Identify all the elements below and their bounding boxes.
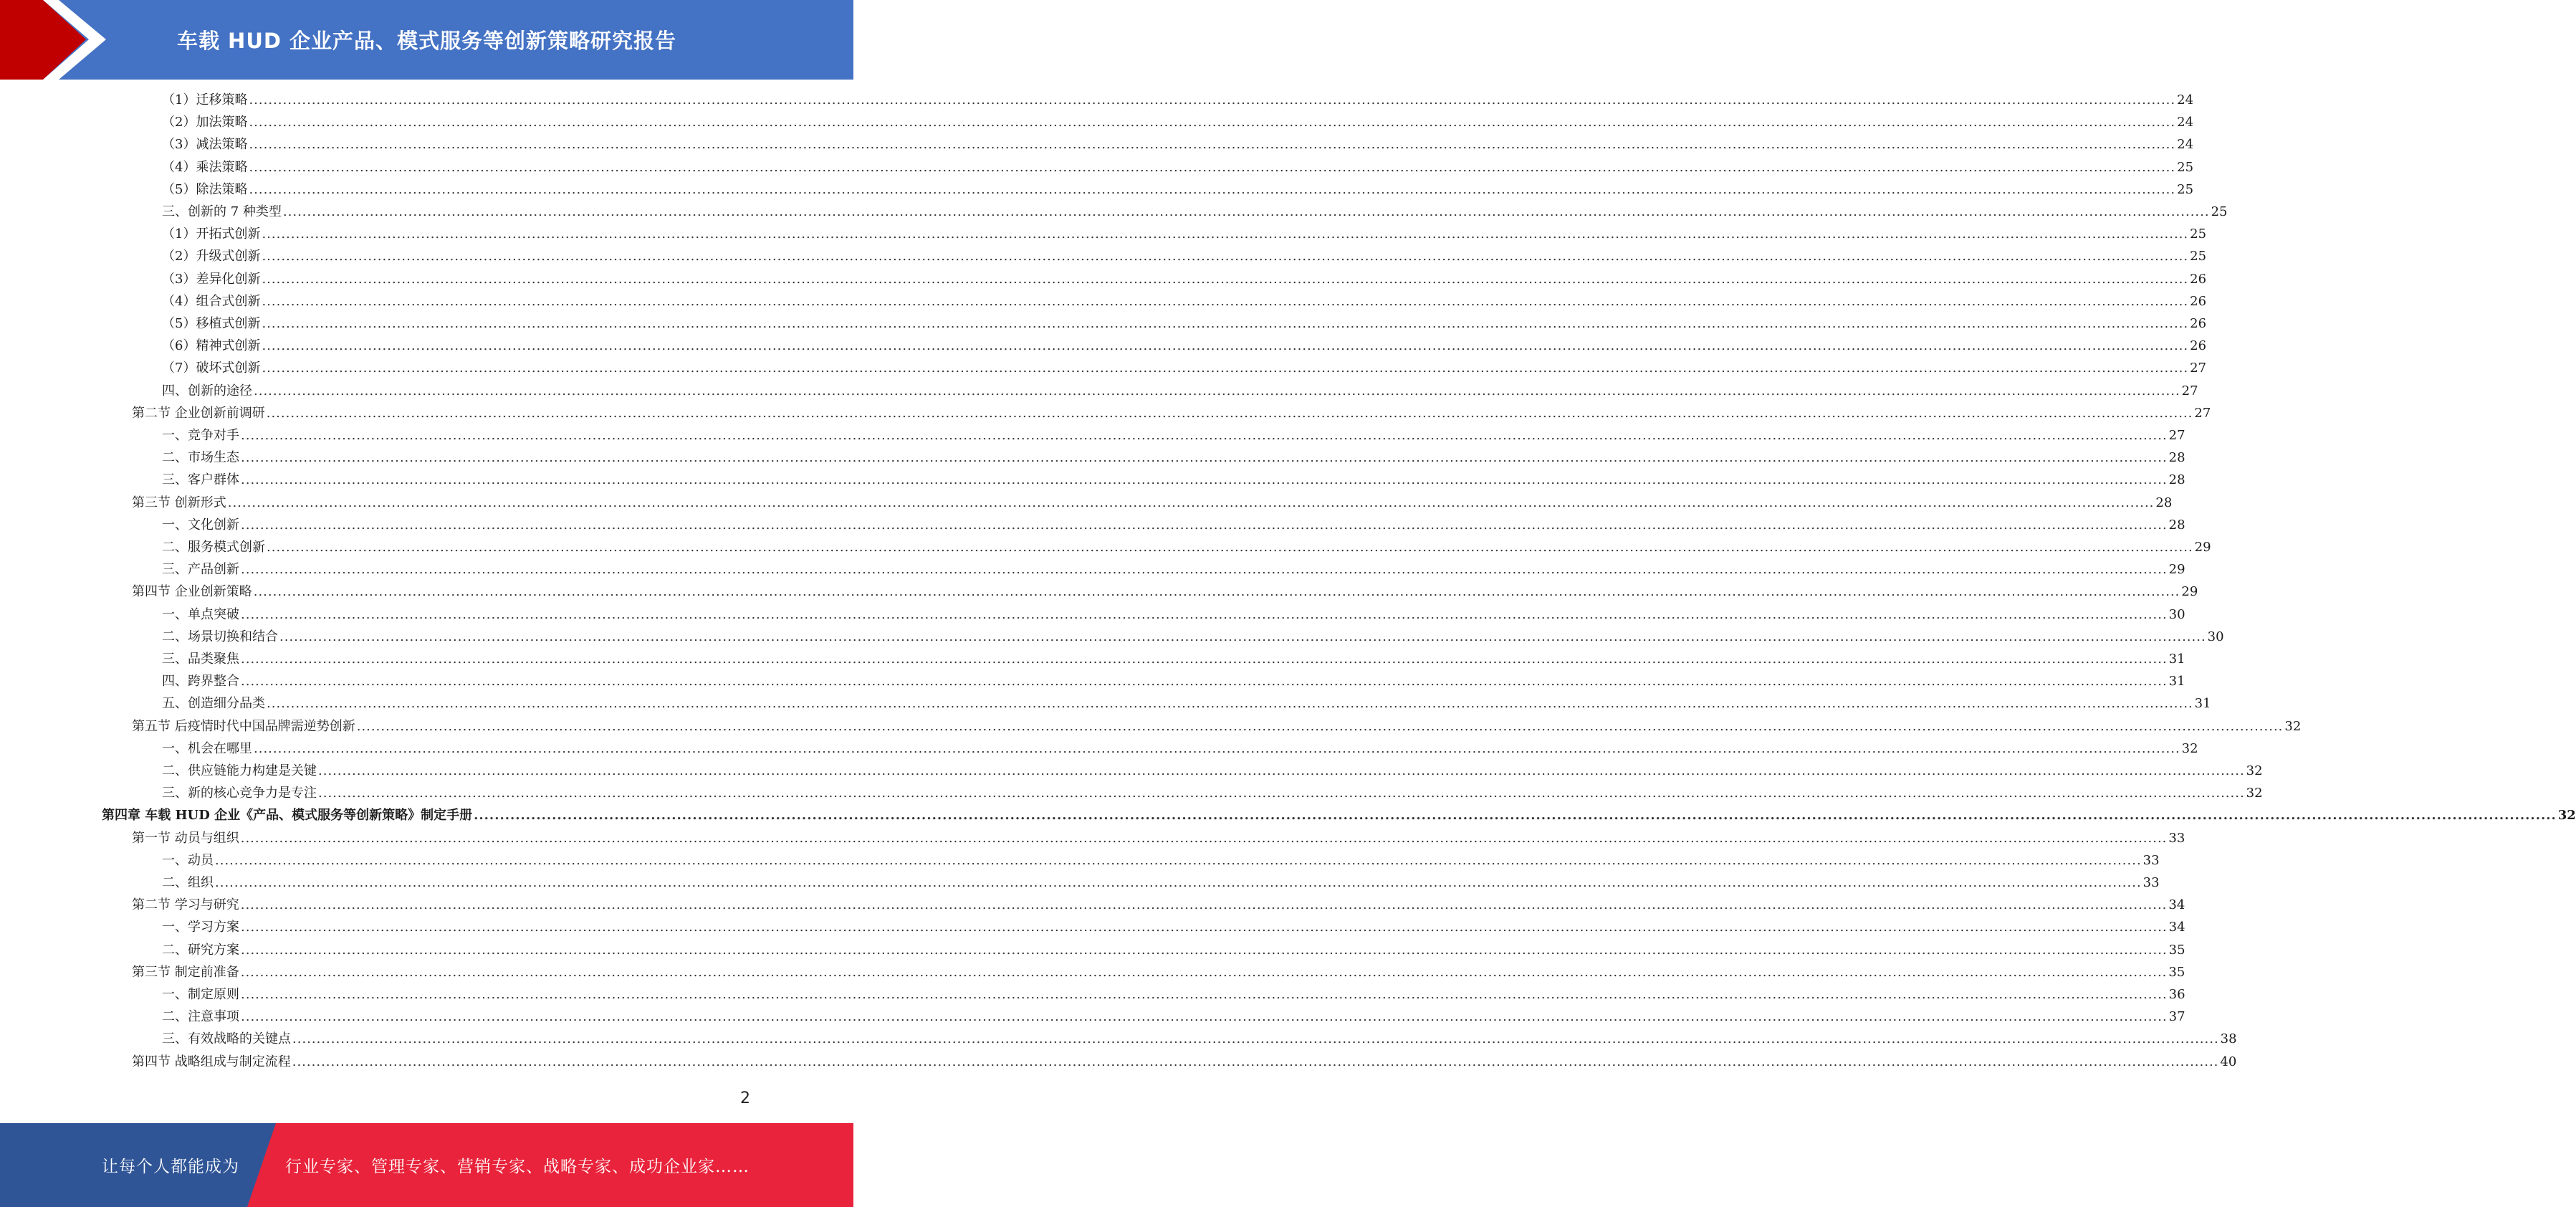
toc-entry-page: 37 [2168, 1009, 2185, 1025]
toc-entry[interactable] [162, 874, 2160, 891]
toc-entry-title: 二、市场生态 [162, 450, 239, 466]
toc-entry[interactable] [162, 270, 2207, 287]
toc-entry[interactable] [162, 516, 2185, 533]
toc-leader-dots: ................................................................................................................................................................................................................................................................................................................................................................................................................ [292, 1054, 2219, 1069]
toc-entry-page: 33 [2142, 875, 2160, 890]
toc-leader-dots: ................................................................................................................................................................................................................................................................................................................................................................................................................ [267, 540, 2193, 555]
toc-entry-page: 25 [2190, 226, 2207, 242]
toc-entry-page: 33 [2168, 830, 2185, 846]
page-header [0, 0, 853, 80]
toc-entry-title: 三、品类聚焦 [162, 652, 239, 667]
toc-entry[interactable] [132, 583, 2198, 600]
toc-entry-page: 32 [2181, 740, 2198, 756]
toc-entry-title: 三、新的核心竞争力是专注 [162, 786, 317, 801]
toc-entry[interactable] [162, 449, 2185, 466]
toc-leader-dots: ................................................................................................................................................................................................................................................................................................................................................................................................................ [227, 495, 2155, 510]
toc-entry[interactable] [132, 717, 2302, 735]
toc-entry[interactable] [162, 628, 2224, 645]
toc-entry-title: 二、服务模式创新 [162, 540, 265, 555]
toc-entry-title: 第四节 企业创新策略 [132, 584, 252, 600]
page-number: 2 [740, 1089, 750, 1107]
header-chevron-decoration [0, 0, 107, 80]
toc-entry[interactable] [162, 784, 2263, 801]
toc-leader-dots: ................................................................................................................................................................................................................................................................................................................................................................................................................ [249, 181, 2176, 197]
toc-leader-dots: ................................................................................................................................................................................................................................................................................................................................................................................................................ [241, 942, 2168, 958]
toc-leader-dots: ................................................................................................................................................................................................................................................................................................................................................................................................................ [253, 584, 2180, 600]
toc-entry-title: （3）差异化创新 [162, 271, 261, 287]
toc-entry-page: 28 [2168, 517, 2185, 533]
toc-entry[interactable] [162, 292, 2207, 310]
toc-leader-dots: ................................................................................................................................................................................................................................................................................................................................................................................................................ [249, 115, 2176, 130]
toc-entry-page: 29 [2168, 562, 2185, 578]
toc-entry-title: （7）破坏式创新 [162, 361, 261, 376]
toc-entry-title: 第五节 后疫情时代中国品牌需逆势创新 [132, 718, 355, 734]
toc-entry[interactable] [102, 806, 2576, 824]
toc-entry-page: 29 [2194, 540, 2211, 555]
toc-entry-title: 二、研究方案 [162, 942, 239, 958]
toc-leader-dots: ................................................................................................................................................................................................................................................................................................................................................................................................................ [318, 786, 2245, 801]
toc-entry[interactable] [132, 896, 2185, 913]
toc-entry-page: 25 [2177, 181, 2194, 197]
toc-entry-title: 第四章 车载 HUD 企业《产品、模式服务等创新策略》制定手册 [102, 808, 473, 824]
toc-entry[interactable] [162, 135, 2194, 153]
toc-leader-dots: ................................................................................................................................................................................................................................................................................................................................................................................................................ [266, 405, 2193, 421]
toc-leader-dots: ................................................................................................................................................................................................................................................................................................................................................................................................................ [241, 652, 2168, 667]
toc-entry[interactable] [132, 494, 2173, 511]
toc-entry[interactable] [162, 315, 2207, 332]
toc-entry[interactable] [162, 672, 2185, 690]
toc-entry-title: 一、竞争对手 [162, 428, 239, 443]
toc-entry-title: 一、机会在哪里 [162, 740, 252, 756]
toc-entry[interactable] [162, 337, 2207, 354]
toc-entry-page: 31 [2168, 674, 2185, 690]
toc-entry[interactable] [162, 918, 2185, 935]
toc-leader-dots: ................................................................................................................................................................................................................................................................................................................................................................................................................ [215, 875, 2142, 890]
toc-entry-title: （5）除法策略 [162, 181, 248, 197]
toc-entry-page: 38 [2220, 1031, 2237, 1047]
toc-entry-page: 32 [2284, 718, 2302, 734]
toc-entry-page: 29 [2181, 584, 2198, 600]
footer-slogan-left: 让每个人都能成为 [102, 1158, 239, 1176]
toc-entry-title: 第二节 学习与研究 [132, 897, 239, 913]
toc-leader-dots: ................................................................................................................................................................................................................................................................................................................................................................................................................ [262, 316, 2189, 331]
toc-entry-page: 25 [2211, 204, 2228, 219]
toc-entry-page: 24 [2177, 115, 2194, 130]
toc-entry-title: （6）精神式创新 [162, 338, 261, 354]
toc-entry[interactable] [162, 762, 2263, 779]
toc-entry-page: 36 [2168, 987, 2185, 1002]
toc-entry[interactable] [132, 1053, 2237, 1070]
toc-entry-page: 25 [2177, 159, 2194, 175]
toc-entry[interactable] [162, 606, 2185, 623]
toc-leader-dots: ................................................................................................................................................................................................................................................................................................................................................................................................................ [249, 92, 2176, 108]
toc-entry[interactable] [162, 986, 2185, 1003]
toc-entry-page: 26 [2190, 338, 2207, 354]
toc-leader-dots: ................................................................................................................................................................................................................................................................................................................................................................................................................ [262, 249, 2189, 264]
toc-entry-title: 一、文化创新 [162, 517, 239, 533]
toc-entry-page: 34 [2168, 920, 2185, 935]
toc-entry-page: 32 [2246, 786, 2263, 801]
toc-entry-page: 25 [2190, 249, 2207, 264]
toc-entry-title: 四、跨界整合 [162, 674, 239, 690]
toc-leader-dots: ................................................................................................................................................................................................................................................................................................................................................................................................................ [262, 293, 2189, 309]
toc-leader-dots: ................................................................................................................................................................................................................................................................................................................................................................................................................ [241, 920, 2168, 935]
toc-leader-dots: ................................................................................................................................................................................................................................................................................................................................................................................................................ [240, 830, 2168, 846]
toc-entry-title: 一、制定原则 [162, 987, 239, 1002]
toc-leader-dots: ................................................................................................................................................................................................................................................................................................................................................................................................................ [254, 740, 2180, 756]
toc-leader-dots: ................................................................................................................................................................................................................................................................................................................................................................................................................ [262, 361, 2189, 376]
toc-entry-page: 28 [2155, 495, 2173, 510]
toc-entry-title: 第一节 动员与组织 [132, 830, 239, 846]
toc-leader-dots: ................................................................................................................................................................................................................................................................................................................................................................................................................ [474, 808, 2557, 824]
toc-leader-dots: ................................................................................................................................................................................................................................................................................................................................................................................................................ [215, 852, 2142, 868]
toc-leader-dots: ................................................................................................................................................................................................................................................................................................................................................................................................................ [267, 696, 2193, 712]
toc-entry-page: 26 [2190, 316, 2207, 331]
toc-entry[interactable] [162, 203, 2228, 220]
toc-entry[interactable] [162, 538, 2211, 555]
toc-entry[interactable] [132, 404, 2211, 421]
toc-leader-dots: ................................................................................................................................................................................................................................................................................................................................................................................................................ [262, 338, 2189, 354]
toc-entry-page: 35 [2168, 942, 2185, 958]
toc-leader-dots: ................................................................................................................................................................................................................................................................................................................................................................................................................ [279, 629, 2206, 644]
toc-entry[interactable] [162, 560, 2185, 578]
toc-leader-dots: ................................................................................................................................................................................................................................................................................................................................................................................................................ [262, 271, 2189, 287]
toc-entry-page: 33 [2142, 852, 2160, 868]
toc-entry-title: 一、学习方案 [162, 920, 239, 935]
toc-entry[interactable] [162, 941, 2185, 958]
toc-entry-title: 三、客户群体 [162, 472, 239, 488]
toc-entry-title: 三、有效战略的关键点 [162, 1031, 291, 1047]
toc-entry[interactable] [162, 113, 2194, 130]
toc-entry-page: 31 [2194, 696, 2211, 712]
page-footer [0, 1123, 853, 1207]
toc-entry[interactable] [162, 740, 2198, 757]
footer-slogan-right: 行业专家、管理专家、营销专家、战略专家、成功企业家…… [285, 1158, 750, 1176]
toc-entry-title: （4）组合式创新 [162, 293, 261, 309]
toc-entry-title: 二、注意事项 [162, 1009, 239, 1025]
toc-entry-title: 第三节 制定前准备 [132, 964, 239, 980]
toc-leader-dots: ................................................................................................................................................................................................................................................................................................................................................................................................................ [241, 450, 2168, 466]
toc-entry-page: 34 [2168, 897, 2185, 913]
toc-entry[interactable] [162, 91, 2194, 108]
toc-entry-page: 27 [2168, 428, 2185, 443]
toc-entry[interactable] [162, 359, 2207, 376]
toc-entry[interactable] [162, 650, 2185, 667]
toc-entry-title: 第二节 企业创新前调研 [132, 405, 265, 421]
toc-leader-dots: ................................................................................................................................................................................................................................................................................................................................................................................................................ [241, 428, 2168, 443]
toc-entry-page: 27 [2181, 383, 2198, 399]
toc-entry-page: 40 [2220, 1054, 2237, 1069]
toc-entry-page: 28 [2168, 450, 2185, 466]
toc-leader-dots: ................................................................................................................................................................................................................................................................................................................................................................................................................ [254, 383, 2180, 399]
toc-leader-dots: ................................................................................................................................................................................................................................................................................................................................................................................................................ [292, 1031, 2219, 1047]
toc-entry-title: 二、场景切换和结合 [162, 629, 278, 644]
toc-entry-page: 32 [2557, 808, 2576, 824]
toc-leader-dots: ................................................................................................................................................................................................................................................................................................................................................................................................................ [318, 763, 2245, 778]
toc-entry[interactable] [132, 829, 2185, 846]
toc-entry[interactable] [162, 426, 2185, 444]
toc-leader-dots: ................................................................................................................................................................................................................................................................................................................................................................................................................ [282, 204, 2210, 219]
toc-entry-page: 28 [2168, 472, 2185, 488]
toc-entry-page: 30 [2207, 629, 2224, 644]
header-title: 车载 HUD 企业产品、模式服务等创新策略研究报告 [176, 29, 677, 53]
toc-leader-dots: ................................................................................................................................................................................................................................................................................................................................................................................................................ [241, 606, 2168, 622]
toc-entry-page: 32 [2246, 763, 2263, 778]
toc-leader-dots: ................................................................................................................................................................................................................................................................................................................................................................................................................ [241, 472, 2168, 488]
toc-entry[interactable] [162, 225, 2207, 242]
toc-entry[interactable] [162, 181, 2194, 198]
toc-entry-page: 31 [2168, 652, 2185, 667]
toc-entry-title: （2）加法策略 [162, 115, 248, 130]
toc-entry-title: （1）迁移策略 [162, 92, 248, 108]
toc-entry-title: 五、创造细分品类 [162, 696, 265, 712]
toc-entry-page: 30 [2168, 606, 2185, 622]
toc-entry-title: （3）减法策略 [162, 137, 248, 153]
toc-entry[interactable] [162, 471, 2185, 488]
toc-entry-title: 二、组织 [162, 875, 214, 890]
toc-leader-dots: ................................................................................................................................................................................................................................................................................................................................................................................................................ [240, 897, 2168, 913]
toc-leader-dots: ................................................................................................................................................................................................................................................................................................................................................................................................................ [356, 718, 2284, 734]
toc-entry-page: 27 [2194, 405, 2211, 421]
toc-leader-dots: ................................................................................................................................................................................................................................................................................................................................................................................................................ [241, 674, 2168, 690]
toc-entry-page: 26 [2190, 271, 2207, 287]
toc-entry[interactable] [162, 382, 2198, 399]
toc-leader-dots: ................................................................................................................................................................................................................................................................................................................................................................................................................ [241, 987, 2168, 1002]
toc-entry-title: （2）升级式创新 [162, 249, 261, 264]
toc-leader-dots: ................................................................................................................................................................................................................................................................................................................................................................................................................ [241, 562, 2168, 578]
toc-entry-title: （1）开拓式创新 [162, 226, 261, 242]
toc-entry-page: 35 [2168, 964, 2185, 980]
toc-entry-title: 一、单点突破 [162, 606, 239, 622]
toc-leader-dots: ................................................................................................................................................................................................................................................................................................................................................................................................................ [262, 226, 2189, 242]
toc-entry-page: 24 [2177, 137, 2194, 153]
toc-leader-dots: ................................................................................................................................................................................................................................................................................................................................................................................................................ [249, 159, 2176, 175]
toc-entry-title: 第四节 战略组成与制定流程 [132, 1054, 291, 1069]
toc-entry-title: 三、产品创新 [162, 562, 239, 578]
toc-entry-page: 26 [2190, 293, 2207, 309]
toc-entry-title: 三、创新的 7 种类型 [162, 204, 282, 219]
toc-entry-page: 27 [2190, 361, 2207, 376]
toc-entry[interactable] [162, 247, 2207, 264]
toc-entry[interactable] [162, 695, 2211, 712]
toc-entry[interactable] [162, 158, 2194, 176]
toc-leader-dots: ................................................................................................................................................................................................................................................................................................................................................................................................................ [241, 1009, 2168, 1025]
toc-entry-title: （4）乘法策略 [162, 159, 248, 175]
toc-entry[interactable] [132, 963, 2185, 981]
toc-entry-title: 一、动员 [162, 852, 214, 868]
toc-entry-page: 24 [2177, 92, 2194, 108]
toc-entry[interactable] [162, 851, 2160, 869]
toc-entry-title: （5）移植式创新 [162, 316, 261, 331]
toc-entry[interactable] [162, 1008, 2185, 1025]
toc-entry-title: 二、供应链能力构建是关键 [162, 763, 317, 778]
toc-entry-title: 第三节 创新形式 [132, 495, 226, 510]
toc-leader-dots: ................................................................................................................................................................................................................................................................................................................................................................................................................ [249, 137, 2176, 153]
toc-entry[interactable] [162, 1030, 2237, 1047]
toc-leader-dots: ................................................................................................................................................................................................................................................................................................................................................................................................................ [240, 964, 2168, 980]
toc-leader-dots: ................................................................................................................................................................................................................................................................................................................................................................................................................ [241, 517, 2168, 533]
toc-entry-title: 四、创新的途径 [162, 383, 252, 399]
